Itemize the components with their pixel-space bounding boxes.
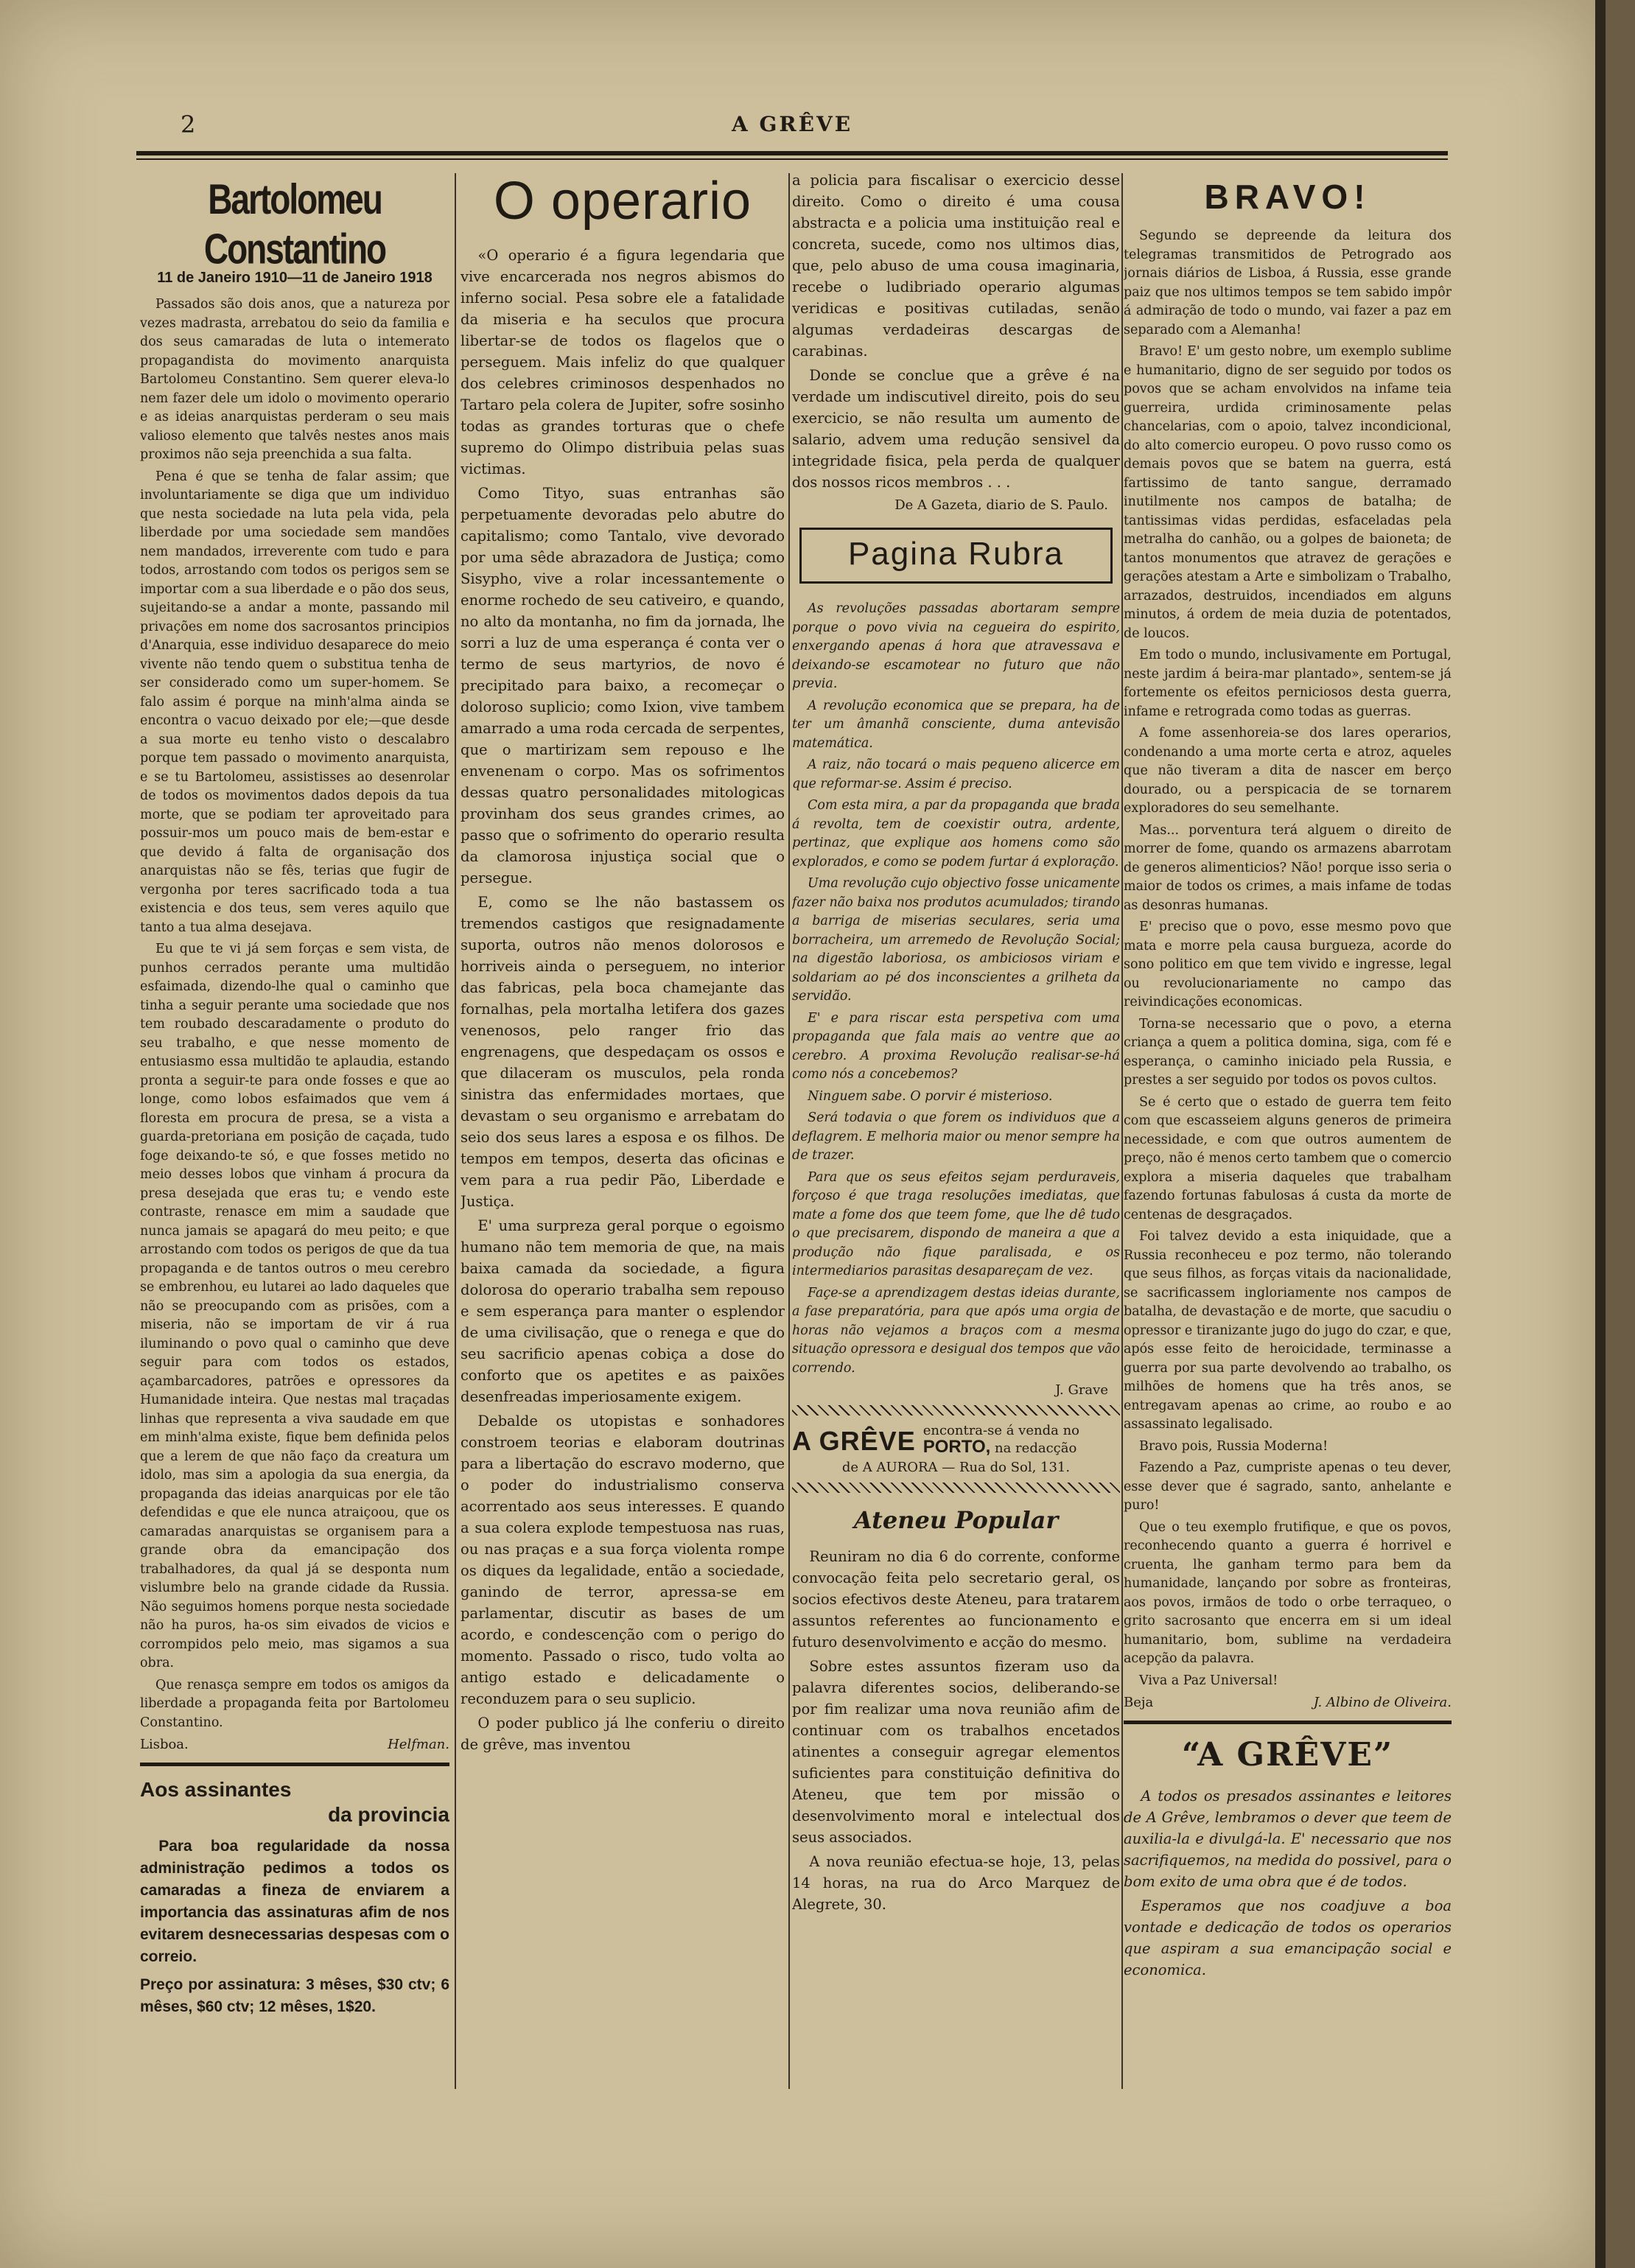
paragraph: Donde se conclue que a grêve é na verdade um indiscutivel direito, pois do seu exercicio, se não resulta um aumento de salario, advem uma redução sensivel da integridade fisica, pela perda de qualquer dos nossos ricos membros . . . <box>792 367 1120 491</box>
masthead-rule-thin <box>136 158 1448 160</box>
paragraph: E' e para riscar esta perspetiva com uma propaganda que fala mais ao ventre que ao cerebro. A proxima Revolução realisar-se-há como nós a concebemos? <box>792 1010 1120 1082</box>
fold-shadow <box>1595 0 1606 2268</box>
paragraph: Como Tityo, suas entranhas são perpetuamente devoradas pelo abutre do capitalismo; como Tantalo, vive devorado por uma sêde abrazadora de Justiça; como Sisypho, vive a rolar incessantemente o enorme rochedo de seu cativeiro, e quando, no alto da montanha, no fim da jornada, lhe sorri a luz de uma esperança é conta ver o termo de seus martyrios, de novo é precipitado para baixo, a recomeçar o doloroso suplicio; como Ixion, vive tambem amarrado a uma roda cercada de serpentes, que o martirizam sem repouso e lhe envenenam o corpo. Mas os sofrimentos dessas quatro personalidades mitologicas provinham dos seus grandes crimes, ao passo que o sofrimento do operario resulta da clamorosa injustiça social que o persegue. <box>461 485 785 886</box>
article-dates: 11 de Janeiro 1910—11 de Janeiro 1918 <box>157 270 433 286</box>
ateneu-body <box>792 1546 1120 1915</box>
signature-line <box>140 1737 449 1752</box>
paragraph: Bravo! E' um gesto nobre, um exemplo sublime e humanitario, digno de ser seguido por todos os povos que se acham envolvidos na infame teia guerreira, urdida criminosamente pelas chancelarias, com o apoio, talvez incondicional, do alto comercio europeu. O povo russo como os demais povos que se batem na guerra, está fartissimo de tanto sangue, derramado inutilmente nos campos de batalha; de tantissimas vidas perdidas, esfaceladas pela metralha do canhão, ou a golpes de baioneta; de tantos monumentos que atravez de gerações e gerações atestam a Arte e simbolizam o Trabalho, arrazados, destruidos, incendiados em alguns minutos, á ordem de meia duzia de potentados, de loucos. <box>1124 344 1452 641</box>
sale-paper-name: A GRÊVE <box>792 1426 916 1456</box>
paragraph: E, como se lhe não bastassem os tremendos castigos que resignadamente suporta, outros não menos dolorosos e horriveis ainda o perseguem, no interior das fabricas, pela boca chamejante das fornalhas, pela mortalha letifera dos gazes venenosos, pelo ranger frio das engrenagens, que despedaçam os ossos e que dilaceram os musculos, pela ronda sinistra das enfermidades mortaes, que devastam o seu organismo e arrebatam do seio dos seus lares a esposa e os filhos. De tempos em tempos, deserta das oficinas e vem para a rua pedir Pão, Liberdade e Justiça. <box>461 894 785 1210</box>
column-divider <box>1121 173 1123 2089</box>
column-4 <box>1124 169 1452 2115</box>
paragraph: Se é certo que o estado de guerra tem feito com que escasseiem alguns generos de primeira necessidade, e com que outros aumentem de preço, não é menos certo tambem que o comercio explora a miseria daqueles que trabalham fazendo fortunas fabulosas á custa da morte de centenas de desgraçados. <box>1124 1094 1452 1222</box>
column-1 <box>140 169 449 2115</box>
article-body-operario <box>461 245 785 1755</box>
article-title-operario: O operario <box>493 172 752 231</box>
paragraph: Em todo o mundo, inclusivamente em Portugal, neste jardim á beira-mar plantado», sentem-se já fortemente os efeitos perniciosos desta guerra, infame e retrograda como todas as guerras. <box>1124 648 1452 719</box>
paragraph: Ninguem sabe. O porvir é misterioso. <box>808 1088 1053 1104</box>
decorative-rule <box>792 1405 1120 1415</box>
paragraph: Foi talvez devido a esta iniquidade, que a Russia reconheceu e poz termo, não tolerando que seus filhos, as forças vitais da nacionalidade, se sacrificassem ingloriamente nos campos de batalha, de devastação e de morte, que sacudiu o opressor e tiranizante jugo do jugo do czar, e que, após esse feito de heroicidade, terminasse a guerra por sua parte devolvendo ao trabalho, os milhões de homens que ha três anos, se entregavam apenas ao crime, ao roubo e ao assassinato legalisado. <box>1124 1229 1452 1432</box>
paragraph: A revolução economica que se prepara, ha de ter um âmanhã consciente, duma antevisão matemática. <box>792 698 1120 751</box>
ateneu-title: Ateneu Popular <box>853 1506 1059 1534</box>
page-number: 2 <box>181 111 196 139</box>
paragraph: A nova reunião efectua-se hoje, 13, pelas 14 horas, na rua do Arco Marquez de Alegrete, 30. <box>792 1853 1120 1913</box>
paragraph: «O operario é a figura legendaria que vive encarcerada nos negros abismos do inferno social. Pesa sobre ele a fatalidade da miseria e ha seculos que procura libertar-se de todos os flagelos que o perseguem. Mais infeliz do que qualquer dos celebres criminosos despenhados no Tartaro pela colera de Jupiter, sofre sosinho todas as grandes torturas que o chefe supremo do Olimpo distribuia pelas suas victimas. <box>461 247 785 477</box>
signature-line <box>1124 1695 1452 1710</box>
paragraph: Esperamos que nos coadjuve a boa vontade e dedicação de todos os operarios que aspiram a sua emancipação social e economica. <box>1124 1897 1452 1978</box>
paragraph: Eu que te vi já sem forças e sem vista, de punhos cerrados perante uma multidão esfaimada, dizendo-lhe qual o caminho que tinha a seguir perante uma sociedade que nos tem roubado descaradamente o produto do seu trabalho, e que nesse momento de entusiasmo essa multidão te aplaudia, estando pronta a seguir-te para onde fosses e que ao longe, como lobos esfaimados que vem á floresta em procura de presa, se a vista a guarda-pretoriana em posição de caçada, tudo foge deixando-te só, e que fosses metido no meio desses lobos que vinham á procura da presa desejada que eras tu; e vendo este contraste, renasce em mim a saudade que nunca jamais se apagará do meu peito; e que arrostando com todos os perigos de que da tua propaganda e de tantos outros o meu cerebro se embrenhou, eu lutarei ao lado daqueles que não se preocupando com as prisões, com a miseria, não se importam de vir á rua iluminando o povo qual o caminho que deve seguir para com todos os estados, açambarcadores, patrões e opressores da Humanidade inteira. Que nestas mal traçadas linhas que representa a viva saudade em que em minh'alma existe, fique bem definida pelos que a lerem de que não faço da creatura um idolo, mas sim a apologia da sua energia, da propaganda das ideias anarquicas por ele tão defendidas e que ele nunca atraiçoou, que os camaradas anarquistas se organisem para a grande obra da emancipação dos trabalhadores, da qual já se desponta num vislumbre belo na grande cidade da Russia. Não seguimos homens porque nesta sociedade não ha puros, ha-os sim eivados de vicios e corrompidos pelo meio, mas sigamos a sua obra. <box>140 942 449 1670</box>
column-3 <box>792 169 1120 2115</box>
article-source: De A Gazeta, diario de S. Paulo. <box>894 497 1108 513</box>
paragraph: a policia para fiscalisar o exercicio desse direito. Como o direito é uma cousa abstracta e a policia uma instituição real e concreta, sucede, como nos ultimos dias, que, pelo abuso de uma cousa imaginaria, recebe o ludibriado operario algumas veridicas e positivas cutiladas, senão algumas verdadeiras descargas de carabinas. <box>792 172 1120 360</box>
paragraph: Será todavia o que forem os individuos que a deflagrem. E melhoria maior ou menor sempre ha de trazer. <box>792 1110 1120 1163</box>
assinantes-notice <box>140 1835 449 2018</box>
paragraph: Uma revolução cujo objectivo fosse unicamente fazer não baixa nos produtos acumulados; tirando a barriga de miserias seculares, seria uma borracheira, um arremedo de Revolução Social; na digestão laboriosa, os ambiciosos viriam e soldariam ao pé dos inconscientes a grilheta da servidão. <box>792 876 1120 1004</box>
assinantes-subtitle: da provincia <box>328 1803 449 1826</box>
column-divider <box>788 173 790 2089</box>
subscription-prices: Preço por assinatura: 3 mêses, $30 ctv; 6 mêses, $60 ctv; 12 mêses, 1$20. <box>140 1976 449 2015</box>
agreve-notice-body <box>1124 1785 1452 1981</box>
pagina-rubra-body <box>792 600 1120 1378</box>
paragraph: A raiz, não tocará o mais pequeno alicerce em que reformar-se. Assim é preciso. <box>792 757 1120 791</box>
assinantes-title: Aos assinantes <box>140 1778 292 1801</box>
paragraph: A fome assenhoreia-se dos lares operarios, condenando a uma morte certa e atroz, aqueles que não tiveram a dita de nascer em berço dourado, ou a perspicacia de se tornarem exploradores do seu semelhante. <box>1124 726 1452 816</box>
sale-address: de A AURORA — Rua do Sol, 131. <box>841 1460 1071 1475</box>
paper-name: A GRÊVE <box>731 112 853 136</box>
paragraph: Segundo se depreende da leitura dos telegramas transmitidos de Petrogrado aos jornais diários de Lisboa, á Russia, esse grande paiz que nos ultimos tempos se tem sabido impôr á admiração de todo o mundo, vai fazer a paz em separado com a Alemanha! <box>1124 228 1452 337</box>
notice-text: Para boa regularidade da nossa administração pedimos a todos os camaradas a fineza de enviarem a importancia das assinaturas afim de nos evitarem desnecessarias despesas com o correio. <box>140 1838 449 1965</box>
paragraph: Sobre estes assuntos fizeram uso da palavra diferentes socios, deliberando-se por fim realizar uma nova reunião afim de continuar com os trabalhos encetados atinentes a conseguir agregar elementos suficientes para constituição definitiva do Ateneu, que tem por missão o desenvolvimento moral e intelectual dos seus associados. <box>792 1658 1120 1846</box>
paragraph: Fazendo a Paz, cumpriste apenas o teu dever, esse dever que é sagrado, santo, anhelante e puro! <box>1124 1460 1452 1513</box>
paragraph: Façe-se a aprendizagem destas ideias durante, a fase preparatória, para que após uma orgia de horas não vejamos a braços com a mesma situação opressora e desigual dos tempos que vão correndo. <box>792 1285 1120 1376</box>
pagina-rubra-title: Pagina Rubra <box>799 528 1113 584</box>
section-rule <box>1124 1721 1452 1724</box>
sign-author: Helfman. <box>388 1737 449 1752</box>
decorative-rule <box>792 1483 1120 1493</box>
article-title-bravo: BRAVO! <box>1204 178 1371 216</box>
article-title-bartolomeu: Bartolomeu Constantino <box>203 175 386 273</box>
sign-place: Lisboa. <box>140 1737 189 1752</box>
paragraph: Que renasça sempre em todos os amigos da liberdade a propaganda feita por Bartolomeu Constantino. <box>140 1677 449 1730</box>
paragraph: As revoluções passadas abortaram sempre porque o povo vivia na cegueira do espirito, enxergando apenas á hora que atravessava e deixando-se escamotear no futuro que não previa. <box>792 601 1120 691</box>
paragraph: A todos os presados assinantes e leitores de A Grêve, lembramos o dever que teem de auxilia-la e divulgá-la. E' necessario que nos sacrifiquemos, na medida do possivel, para o bom exito de uma obra que é de todos. <box>1124 1788 1452 1890</box>
sign-place: Beja <box>1124 1695 1154 1710</box>
rubra-signature: J. Grave <box>1055 1382 1108 1398</box>
paragraph: Viva a Paz Universal! <box>1139 1673 1278 1688</box>
article-body-operario-continued <box>792 169 1120 493</box>
paragraph: Mas... porventura terá alguem o direito de morrer de fome, quando os armazens abarrotam de generos alimenticios? Não! porque isso seria o maior de todos os crimes, a mais infame de todas as desonras humanas. <box>1124 822 1452 913</box>
paragraph: Para que os seus efeitos sejam perduraveis, forçoso é que traga resoluções imediatas, que mate a fome dos que teem fome, que lhe dê tudo o que precisarem, dispondo de maneira a que a produção não fique paralisada, e os intermediarios parasitas desapareçam de vez. <box>792 1169 1120 1278</box>
section-rule <box>140 1763 449 1766</box>
paragraph: Debalde os utopistas e sonhadores constroem teorias e elaboram doutrinas para a libertação do escravo moderno, que o poder do industrialismo conserva acorrentado aos seus interesses. E quando a sua colera explode tempestuosa nas ruas, ou nas praças e a sua força violenta rompe os diques da legalidade, então a sociedade, ganindo de terror, apressa-se em parlamentar, discutir as bases de um acordo, e condescenção com o perigo do momento. Passado o risco, tudo volta ao antigo estado e delicadamente o reconduzem para o seu suplicio. <box>461 1413 785 1707</box>
paragraph: Que o teu exemplo frutifique, e que os povos, reconhecendo quanto a guerra é horrivel e cruenta, lhe ganham termo para bem da humanidade, lançando por sobre as fronteiras, aos povos, irmãos de todo o orbe terraqueo, o grito sacrosanto que encerra em si um ideal humanitario, bom, sublime na verdadeira acepção da palavra. <box>1124 1519 1452 1666</box>
sale-text-2: na redacção <box>995 1441 1077 1456</box>
column-2 <box>461 169 785 2115</box>
sale-notice-line <box>792 1423 1120 1457</box>
sign-author: J. Albino de Oliveira. <box>1313 1695 1452 1710</box>
masthead <box>136 111 1448 155</box>
paragraph: Passados são dois anos, que a natureza por vezes madrasta, arrebatou do seio da familia e dos seus camaradas de luta o intemerato propagandista do movimento anarquista Bartolomeu Constantino. Sem querer eleva-lo nem fazer dele um idolo o movimento operario e as ideias anarquistas perderam o seu mais valioso elemento que talvês nestes anos mais proximos não seja preenchida a sua falta. <box>140 297 449 462</box>
paragraph: O poder publico já lhe conferiu o direito de grêve, mas inventou <box>461 1715 785 1753</box>
sale-text <box>923 1423 1079 1457</box>
sale-city: PORTO, <box>922 1437 991 1457</box>
agreve-notice-title: “A GRÊVE” <box>1181 1736 1394 1774</box>
paragraph: E' preciso que o povo, esse mesmo povo que mata e morre pela causa burgueza, acorde do sono politico em que tem vivido e ingresse, legal ou revolucionariamente no campo das reivindicações economicas. <box>1124 920 1452 1009</box>
column-divider <box>455 173 456 2089</box>
paragraph: Pena é que se tenha de falar assim; que involuntariamente se diga que um individuo que nesta sociedade na luta pela vida, pela liberdade por uma sociedade sem mandões nem mandados, irreverente com tudo e para todos, arrostando com todos os perigos sem se importar com a sua liberdade e o pão dos seus, sujeitando-se a andar a monte, passando mil privações em nome dos sacrosantos principios d'Anarquia, esse individuo desaparece do meio vivente não tendo quem o substitua tenha de ser considerado como um super-homem. Se falo assim é porque na minh'alma ainda se encontra o vacuo deixado por ele;—que desde a sua morte eu tenho visto o descalabro porque tem passado o movimento anarquista, e se tu Bartolomeu, assistisses ao desenrolar de todos os movimentos dados depois da tua morte, que se podiam ter aproveitado para possuir-mos um pouco mais de bem-estar e que devido á falta de organisação dos anarquistas não se fês, terias que fugir de vergonha por teres sacrificado toda a tua existencia e dos teus, sem veres aquilo que tanto a tua alma desejava. <box>140 469 449 935</box>
article-body-bartolomeu <box>140 295 449 1732</box>
paragraph: Com esta mira, a par da propaganda que brada á revolta, tem de coexistir outra, ardente, pertinaz, que explique aos homens como são explorados, e como se podem furtar á exploração. <box>792 798 1120 869</box>
sale-text-1: encontra-se á venda no <box>922 1423 1079 1438</box>
paragraph: Bravo pois, Russia Moderna! <box>1139 1438 1328 1454</box>
article-body-bravo <box>1124 227 1452 1690</box>
paragraph: Torna-se necessario que o povo, a eterna criança a quem a politica domina, siga, com fé e esperança, o caminho iniciado pela Russia, e prestes a ser seguido por todos os povos cultos. <box>1124 1016 1452 1088</box>
masthead-rule-thick <box>136 151 1448 155</box>
paragraph: Reuniram no dia 6 do corrente, conforme convocação feita pelo secretario geral, os socios efectivos deste Ateneu, para tratarem assuntos referentes ao funcionamento e futuro desenvolvimento e acção do mesmo. <box>792 1548 1120 1651</box>
page-edge <box>1595 0 1635 2268</box>
paragraph: E' uma surpreza geral porque o egoismo humano não tem memoria de que, na mais baixa camada da sociedade, a figura dolorosa do operario trabalha sem repouso e sem esperança para manter o esplendor de uma civilisação, que o renega e que do seu sacrificio apenas cobiça a dose do conforto que os apetites e as paixões desenfreadas imperiosamente exigem. <box>461 1217 785 1405</box>
sale-notice <box>792 1423 1120 1475</box>
